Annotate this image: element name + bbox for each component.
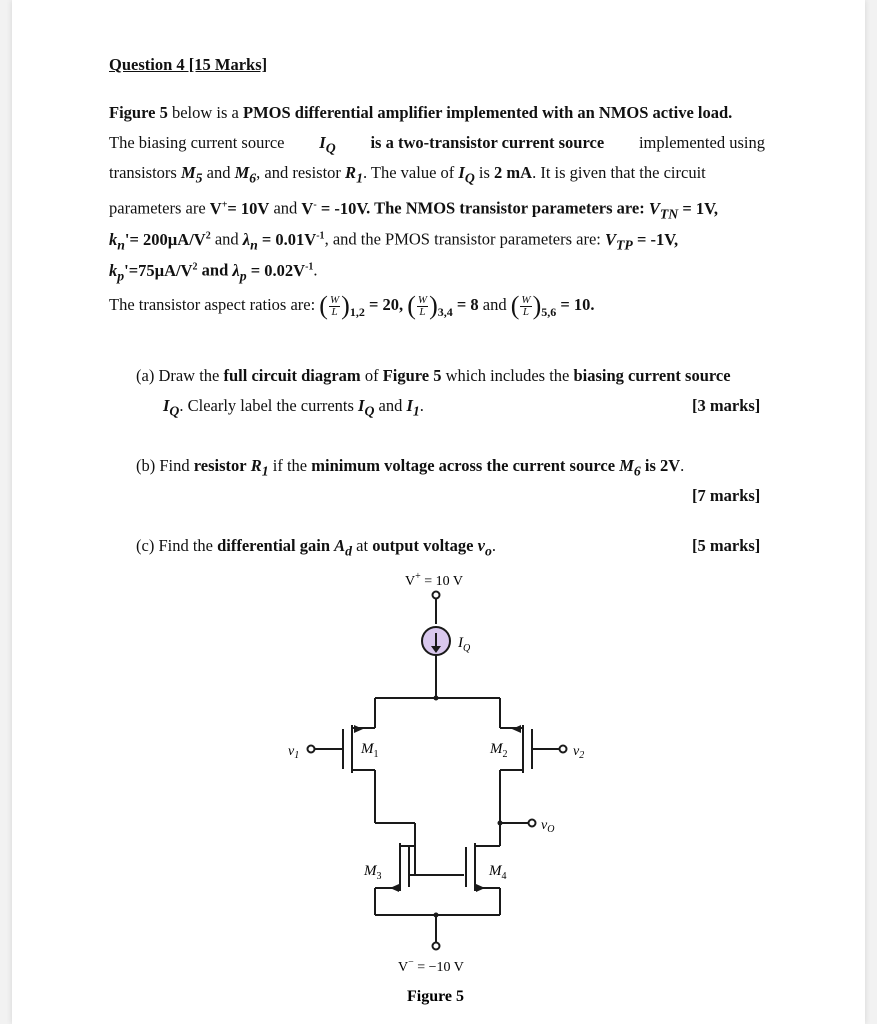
sub: d	[345, 543, 353, 559]
sub: 3	[376, 871, 382, 882]
figure-ref: Figure 5	[109, 103, 168, 122]
para-line-5	[109, 226, 678, 255]
text: .	[419, 396, 424, 415]
text: The biasing current source	[109, 133, 285, 152]
text: is 2V	[644, 456, 681, 475]
part-a-line-2	[163, 396, 424, 421]
sub: Q	[169, 403, 180, 419]
l: L	[419, 305, 426, 318]
m4-source-arrow	[476, 884, 485, 892]
para-line-1	[109, 103, 732, 123]
text: transistors	[109, 163, 177, 182]
vminus-label	[398, 957, 464, 975]
sub: Q	[463, 643, 471, 654]
symbol-m5	[180, 163, 203, 186]
sub: n	[250, 236, 258, 252]
sup: -1	[316, 230, 325, 241]
text: at	[356, 536, 369, 555]
m1-label	[360, 741, 379, 760]
text: full circuit diagram	[223, 366, 361, 385]
text: , and resistor	[256, 163, 341, 182]
text: (c) Find the	[136, 536, 213, 555]
sub: 1	[373, 749, 379, 760]
para-line-3	[109, 163, 706, 188]
l: L	[522, 305, 530, 318]
vo-terminal	[529, 820, 536, 827]
text: output voltage	[372, 536, 474, 555]
sup: −	[408, 957, 414, 968]
sub-12: 1,2	[349, 305, 365, 319]
text: .	[680, 456, 685, 475]
sym: M	[234, 163, 250, 182]
w-over-l	[520, 295, 531, 318]
sym: k	[109, 229, 118, 249]
text: Figure 5	[382, 366, 442, 385]
sup: -1	[305, 261, 314, 272]
text: .	[491, 536, 496, 555]
vplus-value: = 10V	[227, 198, 270, 218]
sub-56: 5,6	[541, 305, 557, 319]
sub: 1	[261, 463, 269, 479]
text: and	[201, 260, 229, 280]
sub: TN	[659, 205, 679, 221]
symbol-iq	[319, 133, 335, 158]
sym: M	[489, 863, 502, 879]
sym: I	[358, 396, 365, 415]
sub: 2	[502, 749, 508, 760]
sym: v	[288, 744, 295, 759]
v1-terminal	[308, 746, 315, 753]
sym: R	[250, 456, 262, 475]
text: biasing current source	[573, 366, 731, 385]
text: . The NMOS transistor parameters are:	[366, 198, 645, 218]
vo-label	[541, 818, 554, 835]
part-b-marks: [7 marks]	[692, 486, 761, 505]
sub: 6	[249, 170, 257, 186]
text: and	[378, 396, 403, 415]
sym: M	[490, 741, 503, 757]
sym: M	[361, 741, 374, 757]
part-c-line	[136, 536, 496, 561]
sup: 2	[205, 230, 211, 241]
sym: λ	[242, 229, 251, 249]
sym: v	[477, 536, 485, 555]
sub: 1	[412, 403, 420, 419]
text: implemented using	[638, 133, 765, 152]
sub: O	[547, 824, 555, 835]
v1-label	[288, 744, 299, 761]
sym: λ	[232, 260, 240, 280]
sym: I	[319, 133, 326, 152]
circuit-diagram	[12, 564, 865, 1024]
w: W	[521, 293, 531, 306]
sub: 1	[356, 170, 363, 186]
para-line-6	[109, 257, 318, 286]
l: L	[331, 305, 338, 318]
sub: Q	[464, 170, 475, 186]
sup: +	[221, 199, 228, 210]
sym: I	[458, 163, 465, 182]
iq-value: 2 mA	[494, 163, 533, 182]
text: is	[478, 163, 490, 182]
text: , and the PMOS transistor parameters are:	[324, 229, 601, 249]
sup: +	[415, 571, 421, 582]
sub: 5	[195, 170, 203, 186]
part-b-line	[136, 456, 684, 481]
sym: V	[605, 229, 617, 249]
sub: 6	[633, 463, 641, 479]
m2-source-arrow	[512, 725, 521, 733]
para-line-4	[109, 195, 718, 224]
para-line-2	[109, 133, 765, 158]
ratio-12: = 20,	[368, 295, 404, 314]
sub: 1	[294, 750, 300, 761]
w-over-l	[417, 295, 428, 318]
vplus-terminal	[433, 592, 440, 599]
lambda-n-value: = 0.01V	[261, 229, 317, 249]
junction-dot	[434, 696, 439, 701]
text: minimum voltage across the current source	[311, 456, 616, 475]
v2-terminal	[560, 746, 567, 753]
m3-source-arrow	[390, 884, 399, 892]
sup: -	[313, 199, 317, 210]
part-a-line-1	[136, 366, 731, 386]
question-page	[12, 0, 865, 1024]
vtp-value: = -1V,	[636, 229, 679, 249]
text: which includes the	[445, 366, 570, 385]
text: is a two-transistor current source	[370, 133, 605, 152]
vminus-terminal	[433, 943, 440, 950]
sym: V	[648, 198, 660, 218]
m2-label	[489, 741, 508, 760]
text: differential gain	[217, 536, 331, 555]
question-heading: Question 4 [15 Marks]	[109, 55, 268, 74]
text: below is a	[167, 103, 243, 122]
sym: I	[406, 396, 413, 415]
text: . Clearly label the currents	[179, 396, 354, 415]
text: of	[364, 366, 379, 385]
text: parameters are	[109, 198, 206, 218]
junction-dot	[434, 913, 439, 918]
sym: A	[334, 536, 346, 555]
text: (a) Draw the	[136, 366, 220, 385]
text: and	[214, 229, 239, 249]
symbol-r1	[345, 163, 363, 186]
text: and	[482, 295, 507, 314]
figure-caption: Figure 5	[407, 988, 465, 1005]
sub: n	[117, 236, 125, 252]
sub: o	[484, 543, 492, 559]
value: = 10 V	[420, 574, 464, 589]
part-c-marks: [5 marks]	[692, 536, 761, 555]
text: resistor	[193, 456, 247, 475]
sym: V	[398, 960, 409, 975]
sym: V	[405, 574, 416, 589]
w-over-l	[329, 295, 340, 318]
text: and	[273, 198, 298, 218]
sym: M	[619, 456, 634, 475]
value: = −10 V	[413, 960, 464, 975]
m1-source-arrow	[354, 725, 363, 733]
sym: k	[109, 260, 118, 280]
sub-34: 3,4	[437, 305, 453, 319]
sub: p	[117, 267, 125, 283]
text: PMOS differential amplifier implemented with an NMOS active load.	[242, 103, 733, 122]
sym: V	[301, 198, 314, 218]
text: . The value of	[362, 163, 455, 182]
sub: Q	[364, 403, 375, 419]
sym: I	[458, 635, 463, 651]
junction-dot	[498, 821, 503, 826]
lambda-p-value: = 0.02V	[250, 260, 306, 280]
kp-value: '=75µA/V	[124, 260, 193, 280]
part-a-marks: [3 marks]	[692, 396, 761, 415]
m3-label	[363, 863, 382, 882]
sym: V	[209, 198, 222, 218]
text: if the	[272, 456, 308, 475]
vminus-value: = -10V	[320, 198, 367, 218]
sub: TP	[616, 236, 633, 252]
sym: I	[163, 396, 170, 415]
sup: 2	[192, 261, 198, 272]
sub: 2	[579, 750, 585, 761]
symbol-m6	[234, 163, 257, 186]
vplus-label	[405, 571, 463, 589]
v2-label	[573, 744, 584, 761]
text: .	[313, 260, 318, 280]
aspect-ratios-line: The transistor aspect ratios are: ( $\frac{W}{L}$ )$_{1,2} = 20$, ( $\frac{W}{L}$ )$_{3,4} = 8$ and ( $\frac{W}{L}$ )$_{5,6} = 10$.	[109, 291, 595, 321]
m4-label	[488, 863, 507, 882]
text: . It is given that the circuit	[532, 163, 706, 182]
sym: M	[364, 863, 377, 879]
ratio-56: = 10.	[560, 295, 595, 314]
w: W	[329, 293, 340, 306]
symbol-iq	[458, 163, 475, 186]
kn-value: '= 200µA/V	[124, 229, 206, 249]
sub: p	[239, 267, 247, 283]
ratio-34: = 8	[456, 295, 479, 314]
text: (b) Find	[136, 456, 190, 475]
sub: Q	[325, 140, 336, 156]
iq-label	[457, 635, 471, 654]
text: The transistor aspect ratios are:	[109, 295, 316, 314]
w: W	[417, 293, 428, 306]
sub: 4	[501, 871, 507, 882]
sym: v	[541, 818, 548, 833]
sym: v	[573, 744, 580, 759]
vtn-value: = 1V,	[682, 198, 719, 218]
sym: R	[345, 163, 357, 182]
sym: M	[180, 163, 196, 182]
text: and	[206, 163, 231, 182]
